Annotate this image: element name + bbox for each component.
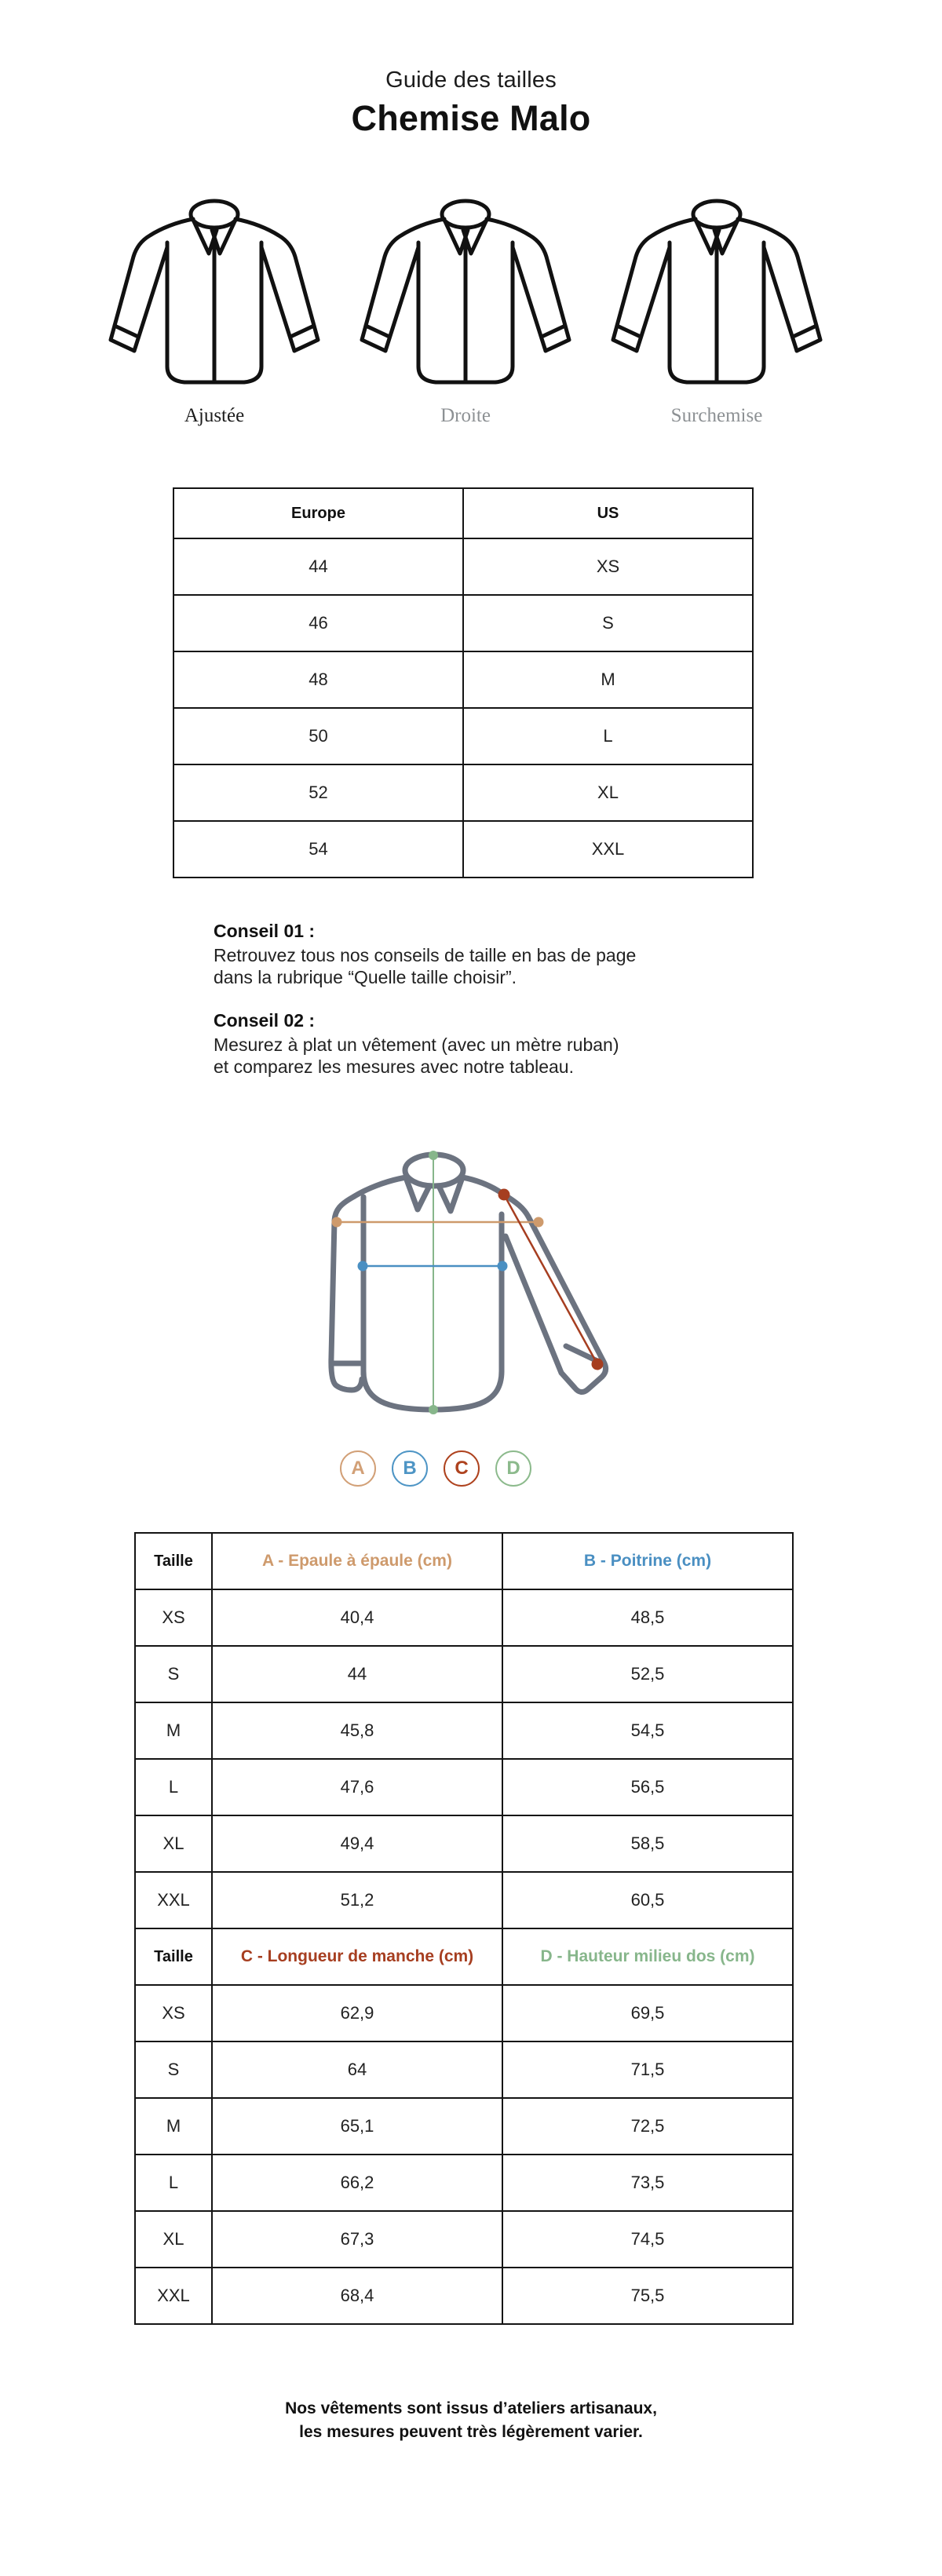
table-row [173,651,753,708]
shirt-icon-straight [340,194,591,398]
footer-line: les mesures peuvent très légèrement varier. [299,2423,643,2441]
table-cell: 50 [173,708,463,764]
measure-badge-d: D [495,1450,531,1487]
table-row [135,1872,793,1928]
measure-body-ab [135,1589,793,1928]
tip-1 [214,919,754,988]
measure-header-cd [135,1928,793,1985]
table-row [135,2155,793,2211]
measure-badge-c: C [444,1450,480,1487]
table-cell: S [135,1646,212,1702]
table-cell: 75,5 [502,2268,793,2324]
measurement-legend [0,1450,907,1487]
table-row [135,1985,793,2041]
column-header-taille: Taille [135,1533,212,1589]
product-title: Chemise Malo [351,98,591,138]
table-row [135,1589,793,1646]
table-row [135,2098,793,2155]
measure-body-cd [135,1985,793,2324]
table-cell: 72,5 [502,2098,793,2155]
table-cell: 52,5 [502,1646,793,1702]
table-row [135,1646,793,1702]
fit-option-droite[interactable] [340,194,591,428]
table-cell: 58,5 [502,1815,793,1872]
fit-label: Surchemise [670,405,763,426]
table-cell: 51,2 [212,1872,502,1928]
table-cell: 67,3 [212,2211,502,2268]
measure-badge-b: B [392,1450,428,1487]
table-row [173,821,753,878]
table-header-row [135,1928,793,1985]
column-header-back: D - Hauteur milieu dos (cm) [502,1928,793,1985]
table-cell: 66,2 [212,2155,502,2211]
measure-header-ab [135,1533,793,1589]
table-cell: L [463,708,753,764]
fit-options [0,194,937,428]
column-header-sleeve: C - Longueur de manche (cm) [212,1928,502,1985]
table-cell: 54 [173,821,463,878]
column-header-europe: Europe [173,488,463,538]
table-cell: XL [135,2211,212,2268]
table-cell: XS [135,1985,212,2041]
size-guide-page [0,68,942,2576]
footer-note [0,2397,942,2444]
table-cell: 49,4 [212,1815,502,1872]
fit-label: Droite [440,405,491,426]
table-cell: M [135,2098,212,2155]
table-cell: 46 [173,595,463,651]
measure-badge-a: A [340,1450,376,1487]
tip-text: et comparez les mesures avec notre tableau. [214,1056,574,1077]
measurement-diagram [0,1122,942,1436]
table-cell: M [463,651,753,708]
table-cell: 48,5 [502,1589,793,1646]
table-cell: M [135,1702,212,1759]
shirt-icon-overshirt [591,194,842,398]
table-cell: S [135,2041,212,2098]
table-row [135,1759,793,1815]
measurement-shirt-illustration [283,1122,659,1436]
tip-title: Conseil 02 : [214,1010,316,1031]
table-row [135,2211,793,2268]
size-conversion-body [173,538,753,878]
guide-subtitle: Guide des tailles [385,68,557,93]
table-header-row [173,488,753,538]
column-header-taille: Taille [135,1928,212,1985]
table-cell: XXL [463,821,753,878]
footer-line: Nos vêtements sont issus d’ateliers artisanaux, [285,2399,657,2417]
table-cell: 48 [173,651,463,708]
table-cell: 52 [173,764,463,821]
table-row [135,2268,793,2324]
tip-text: Mesurez à plat un vêtement (avec un mètre ruban) [214,1034,619,1055]
table-row [173,538,753,595]
fit-label: Ajustée [184,405,245,426]
column-header-chest: B - Poitrine (cm) [502,1533,793,1589]
table-cell: 60,5 [502,1872,793,1928]
tip-text: Retrouvez tous nos conseils de taille en bas de page [214,945,637,965]
tips-section [173,919,754,1078]
tip-text: dans la rubrique “Quelle taille choisir”. [214,967,517,987]
table-cell: 45,8 [212,1702,502,1759]
fit-option-ajustee[interactable] [89,194,340,428]
table-row [173,764,753,821]
table-cell: L [135,2155,212,2211]
table-cell: 44 [212,1646,502,1702]
table-cell: 44 [173,538,463,595]
table-cell: 73,5 [502,2155,793,2211]
table-cell: 65,1 [212,2098,502,2155]
table-cell: S [463,595,753,651]
table-cell: XL [463,764,753,821]
table-cell: 68,4 [212,2268,502,2324]
table-cell: 40,4 [212,1589,502,1646]
measurements-table [134,1532,794,2325]
table-cell: XL [135,1815,212,1872]
table-cell: 69,5 [502,1985,793,2041]
tip-2 [214,1009,754,1078]
table-cell: 64 [212,2041,502,2098]
column-header-shoulder: A - Epaule à épaule (cm) [212,1533,502,1589]
table-header-row [135,1533,793,1589]
table-cell: 56,5 [502,1759,793,1815]
table-cell: XXL [135,1872,212,1928]
size-conversion-table [173,487,754,878]
table-cell: XXL [135,2268,212,2324]
table-cell: XS [463,538,753,595]
table-row [135,1815,793,1872]
table-cell: 74,5 [502,2211,793,2268]
table-row [173,595,753,651]
table-row [173,708,753,764]
table-cell: 71,5 [502,2041,793,2098]
tip-title: Conseil 01 : [214,921,316,941]
table-cell: L [135,1759,212,1815]
column-header-us: US [463,488,753,538]
table-row [135,1702,793,1759]
table-cell: 54,5 [502,1702,793,1759]
table-cell: 62,9 [212,1985,502,2041]
table-cell: 47,6 [212,1759,502,1815]
shirt-icon-fitted [89,194,340,398]
fit-option-surchemise[interactable] [591,194,842,428]
table-cell: XS [135,1589,212,1646]
table-row [135,2041,793,2098]
